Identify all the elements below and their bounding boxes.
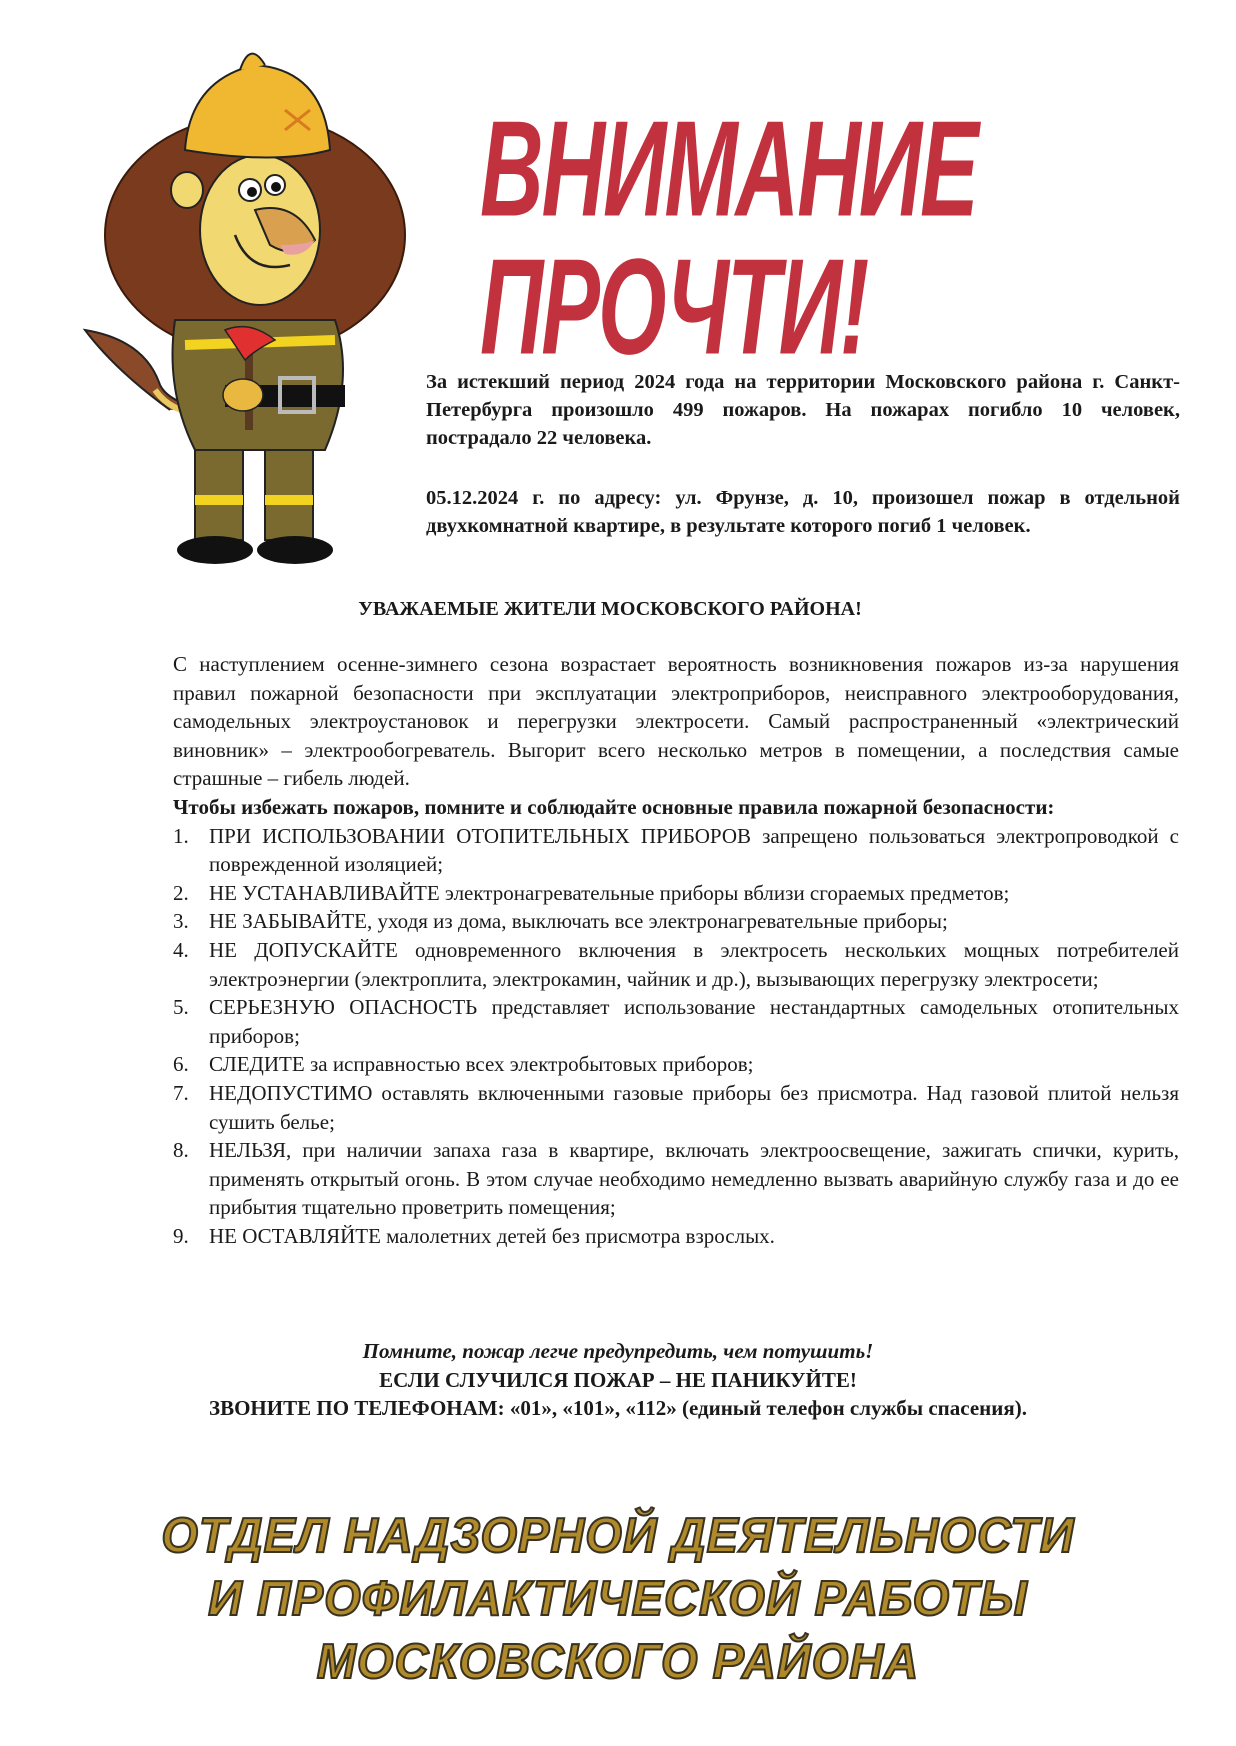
rule-item [173,907,1179,936]
rule-item [173,936,1179,993]
emergency-phones-text: ЗВОНИТЕ ПО ТЕЛЕФОНАМ: «01», «101», «112» (единый телефон службы спасения). [209,1396,1027,1420]
rule-text: НЕ ОСТАВЛЯЙТЕ малолетних детей без присмотра взрослых. [209,1223,775,1248]
rule-number: 8. [173,1138,189,1163]
rule-text: НЕДОПУСТИМО оставлять включенными газовые приборы без присмотра. Над газовой плитой нельзя сушить белье; [209,1080,1179,1134]
department-line-1: ОТДЕЛ НАДЗОРНОЙ ДЕЯТЕЛЬНОСТИ [161,1506,1075,1563]
rule-number: 3. [173,909,189,934]
rule-number: 5. [173,995,189,1020]
rule-text: СЕРЬЕЗНУЮ ОПАСНОСТЬ представляет использование нестандартных самодельных отопительных приборов; [209,995,1179,1048]
department-title [150,1504,1086,1693]
reminder-text: Помните, пожар легче предупредить, чем потушить! [362,1339,874,1363]
rule-text: НЕ ЗАБЫВАЙТЕ, уходя из дома, выключать все электронагревательные приборы; [209,909,948,934]
rule-number: 7. [173,1080,189,1105]
fire-statistics-paragraph: За истекший период 2024 года на территории Московского района г. Санкт-Петербурга произошло 499 пожаров. На пожарах погибло 10 человек, пострадало 22 человека. [426,371,1180,449]
department-line-3: МОСКОВСКОГО РАЙОНА [316,1632,920,1689]
no-panic-text: ЕСЛИ СЛУЧИЛСЯ ПОЖАР – НЕ ПАНИКУЙТЕ! [379,1367,857,1392]
rule-text: НЕЛЬЗЯ, при наличии запаха газа в квартире, включать электроосвещение, зажигать спички, курить, применять открытый огонь. В этом случае необходимо немедленно вызвать аварийную службу газа и до ее прибытия тщательно проветрить помещения; [209,1138,1179,1220]
rule-item [173,1050,1179,1079]
department-line-2: И ПРОФИЛАКТИЧЕСКОЙ РАБОТЫ [208,1569,1028,1626]
intro-paragraph: С наступлением осенне-зимнего сезона возрастает вероятность возникновения пожаров из-за нарушения правил пожарной безопасности при эксплуатации электроприборов, неисправного электрооборудования, самодельных электроустановок и перегрузки электросети. Самый распространенный «электрический виновник» – электрообогреватель. Выгорит всего несколько метров в помещении, а последствия самые страшные – гибель людей. [173,652,1179,791]
rules-list [173,822,1179,1251]
greeting-heading: УВАЖАЕМЫЕ ЖИТЕЛИ МОСКОВСКОГО РАЙОНА! [358,598,862,620]
rule-number: 9. [173,1223,189,1248]
rule-number: 1. [173,823,189,848]
headline-line-2: ПРОЧТИ! [480,229,868,383]
rule-number: 6. [173,1052,189,1077]
incident-paragraph: 05.12.2024 г. по адресу: ул. Фрунзе, д. 10, произошел пожар в отдельной двухкомнатной квартире, в результате которого погиб 1 человек. [426,487,1180,537]
rule-item [173,822,1179,879]
body-section [173,650,1179,1250]
rule-item [173,879,1179,908]
rule-text: НЕ УСТАНАВЛИВАЙТЕ электронагревательные приборы вблизи сгораемых предметов; [209,880,1010,905]
firefighter-lion-icon [75,40,415,570]
rule-item [173,993,1179,1050]
rule-item [173,1079,1179,1136]
rule-text: СЛЕДИТЕ за исправностью всех электробытовых приборов; [209,1052,754,1077]
rule-number: 4. [173,937,189,962]
closing-section [100,1337,1136,1423]
rules-heading: Чтобы избежать пожаров, помните и соблюдайте основные правила пожарной безопасности: [173,794,1055,819]
rule-number: 2. [173,880,189,905]
rule-item [173,1222,1179,1251]
rule-item [173,1136,1179,1222]
rule-text: ПРИ ИСПОЛЬЗОВАНИИ ОТОПИТЕЛЬНЫХ ПРИБОРОВ запрещено пользоваться электропроводкой с поврежденной изоляцией; [209,823,1179,877]
headline-line-1: ВНИМАНИЕ [480,91,977,245]
rule-text: НЕ ДОПУСКАЙТЕ одновременного включения в электросеть нескольких мощных потребителей электроэнергии (электроплита, электрокамин, чайник и др.), вызывающих перегрузку электросети; [209,937,1179,991]
